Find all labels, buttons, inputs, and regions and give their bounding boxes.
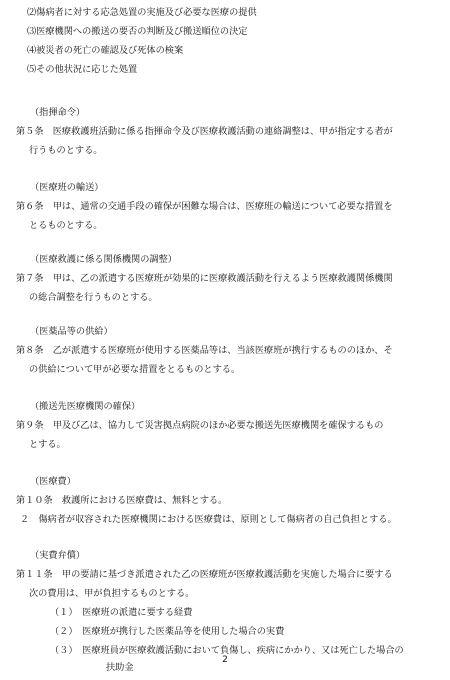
article-7-text-cont: の総合調整を行うものとする。 xyxy=(29,292,158,303)
list-item: ⑶医療機関への搬送の要否の判断及び搬送順位の決定 xyxy=(27,26,248,37)
page-number: 2 xyxy=(222,655,228,665)
article-11-text-cont: 次の費用は、甲が負担するものとする。 xyxy=(29,588,195,599)
article-7-heading: （医療救護に係る関係機関の調整） xyxy=(30,254,177,265)
article-10-heading: （医療費） xyxy=(30,476,76,487)
article-6-text-cont: とるものとする。 xyxy=(29,220,103,231)
article-5-heading: （指揮命令） xyxy=(30,107,86,118)
article-8-text-cont: の供給について甲が必要な措置をとるものとする。 xyxy=(29,364,241,375)
article-11-text: 第１１条 甲の要請に基づき派遣された乙の医療班が医療救護活動を実施した場合に要する xyxy=(16,569,393,580)
list-item: （２） 医療班が携行した医薬品等を使用した場合の実費 xyxy=(50,626,285,637)
article-7-text: 第７条 甲は、乙の派遣する医療班が効果的に医療救護活動を行えるよう医療救護関係機関 xyxy=(16,273,393,284)
list-item: ⑸その他状況に応じた処置 xyxy=(27,64,138,75)
article-10-text: 第１０条 救護所における医療費は、無料とする。 xyxy=(16,495,228,506)
list-item: ⑷被災者の死亡の確認及び死体の検案 xyxy=(27,45,184,56)
article-8-heading: （医薬品等の供給） xyxy=(30,326,113,337)
article-9-heading: （搬送先医療機関の確保） xyxy=(30,401,141,412)
list-item-cont: 扶助金 xyxy=(106,662,134,673)
article-11-heading: （実費弁償） xyxy=(30,550,86,561)
list-item: （３） 医療班員が医療救護活動において負傷し、疾病にかかり、又は死亡した場合の xyxy=(50,645,404,656)
article-6-heading: （医療班の輸送） xyxy=(30,182,104,193)
article-5-text: 第５条 医療救護班活動に係る指揮命令及び医療救護活動の連絡調整は、甲が指定する者が xyxy=(16,126,393,137)
article-9-text-cont: とする。 xyxy=(29,439,66,450)
article-6-text: 第６条 甲は、通常の交通手段の確保が困難な場合は、医療班の輸送について必要な措置を xyxy=(16,201,393,212)
article-8-text: 第８条 乙が派遣する医療班が使用する医薬品等は、当該医療班が携行するもののほか、そ xyxy=(16,345,393,356)
article-9-text: 第９条 甲及び乙は、協力して災害拠点病院のほか必要な搬送先医療機関を確保するもの xyxy=(16,420,384,431)
list-item: ⑵傷病者に対する応急処置の実施及び必要な医療の提供 xyxy=(27,7,257,18)
article-5-text-cont: 行うものとする。 xyxy=(29,145,103,156)
list-item: （１） 医療班の派遣に要する経費 xyxy=(50,607,193,618)
article-10-paragraph-2: ２ 傷病者が収容された医療機関における医療費は、原則として傷病者の自己負担とする。 xyxy=(20,514,397,525)
